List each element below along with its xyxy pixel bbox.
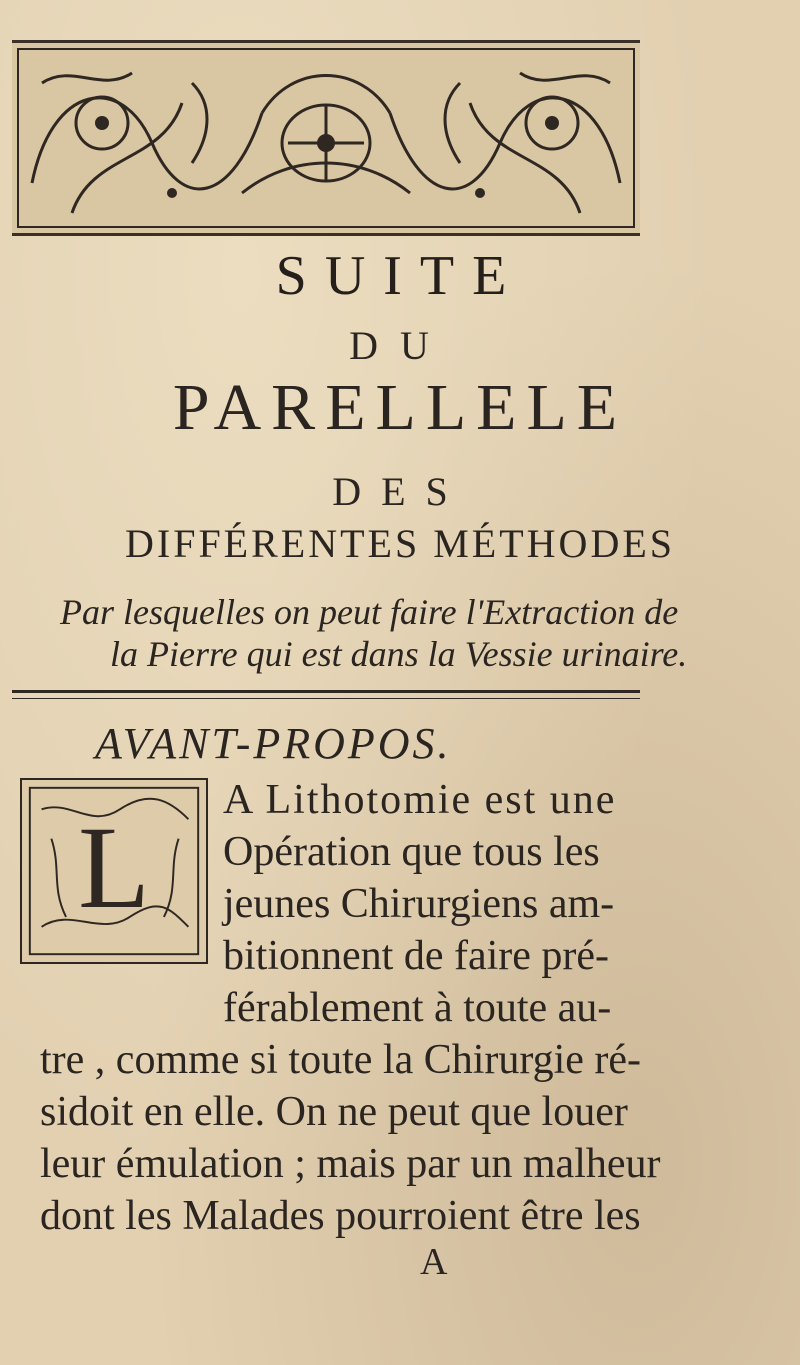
ornamental-headpiece <box>12 40 640 236</box>
body-line-7: sidoit en elle. On ne peut que louer <box>40 1089 628 1135</box>
svg-text:L: L <box>78 803 150 934</box>
body-line-4: bitionnent de faire pré- <box>223 933 609 979</box>
ornamental-vignette-icon <box>12 43 640 233</box>
title-parallele: PARELLELE <box>172 371 628 444</box>
catchword: A <box>420 1241 448 1283</box>
horizontal-rule <box>12 690 640 699</box>
body-line-5: férablement à toute au- <box>223 985 612 1031</box>
title-suite: SUITE <box>275 245 525 307</box>
title-des: DES <box>332 469 468 514</box>
decorated-initial-icon <box>22 780 206 962</box>
body-line-3: jeunes Chirurgiens am- <box>223 881 615 927</box>
body-line-6: tre , comme si toute la Chirurgie ré- <box>40 1037 642 1083</box>
drop-cap <box>20 778 208 964</box>
body-line-9: dont les Malades pourroient être les <box>40 1193 641 1239</box>
section-heading: AVANT-PROPOS. <box>95 719 452 768</box>
body-line-1: A Lithotomie est une <box>223 777 617 823</box>
body-line-2: Opération que tous les <box>223 829 600 875</box>
subtitle-line-1: Par lesquelles on peut faire l'Extraction de <box>60 592 679 632</box>
body-line-8: leur émulation ; mais par un malheur <box>40 1141 661 1187</box>
title-methodes: DIFFÉRENTES MÉTHODES <box>124 521 676 566</box>
subtitle-line-2: la Pierre qui est dans la Vessie urinaire. <box>110 634 688 674</box>
title-du: DU <box>349 323 451 368</box>
